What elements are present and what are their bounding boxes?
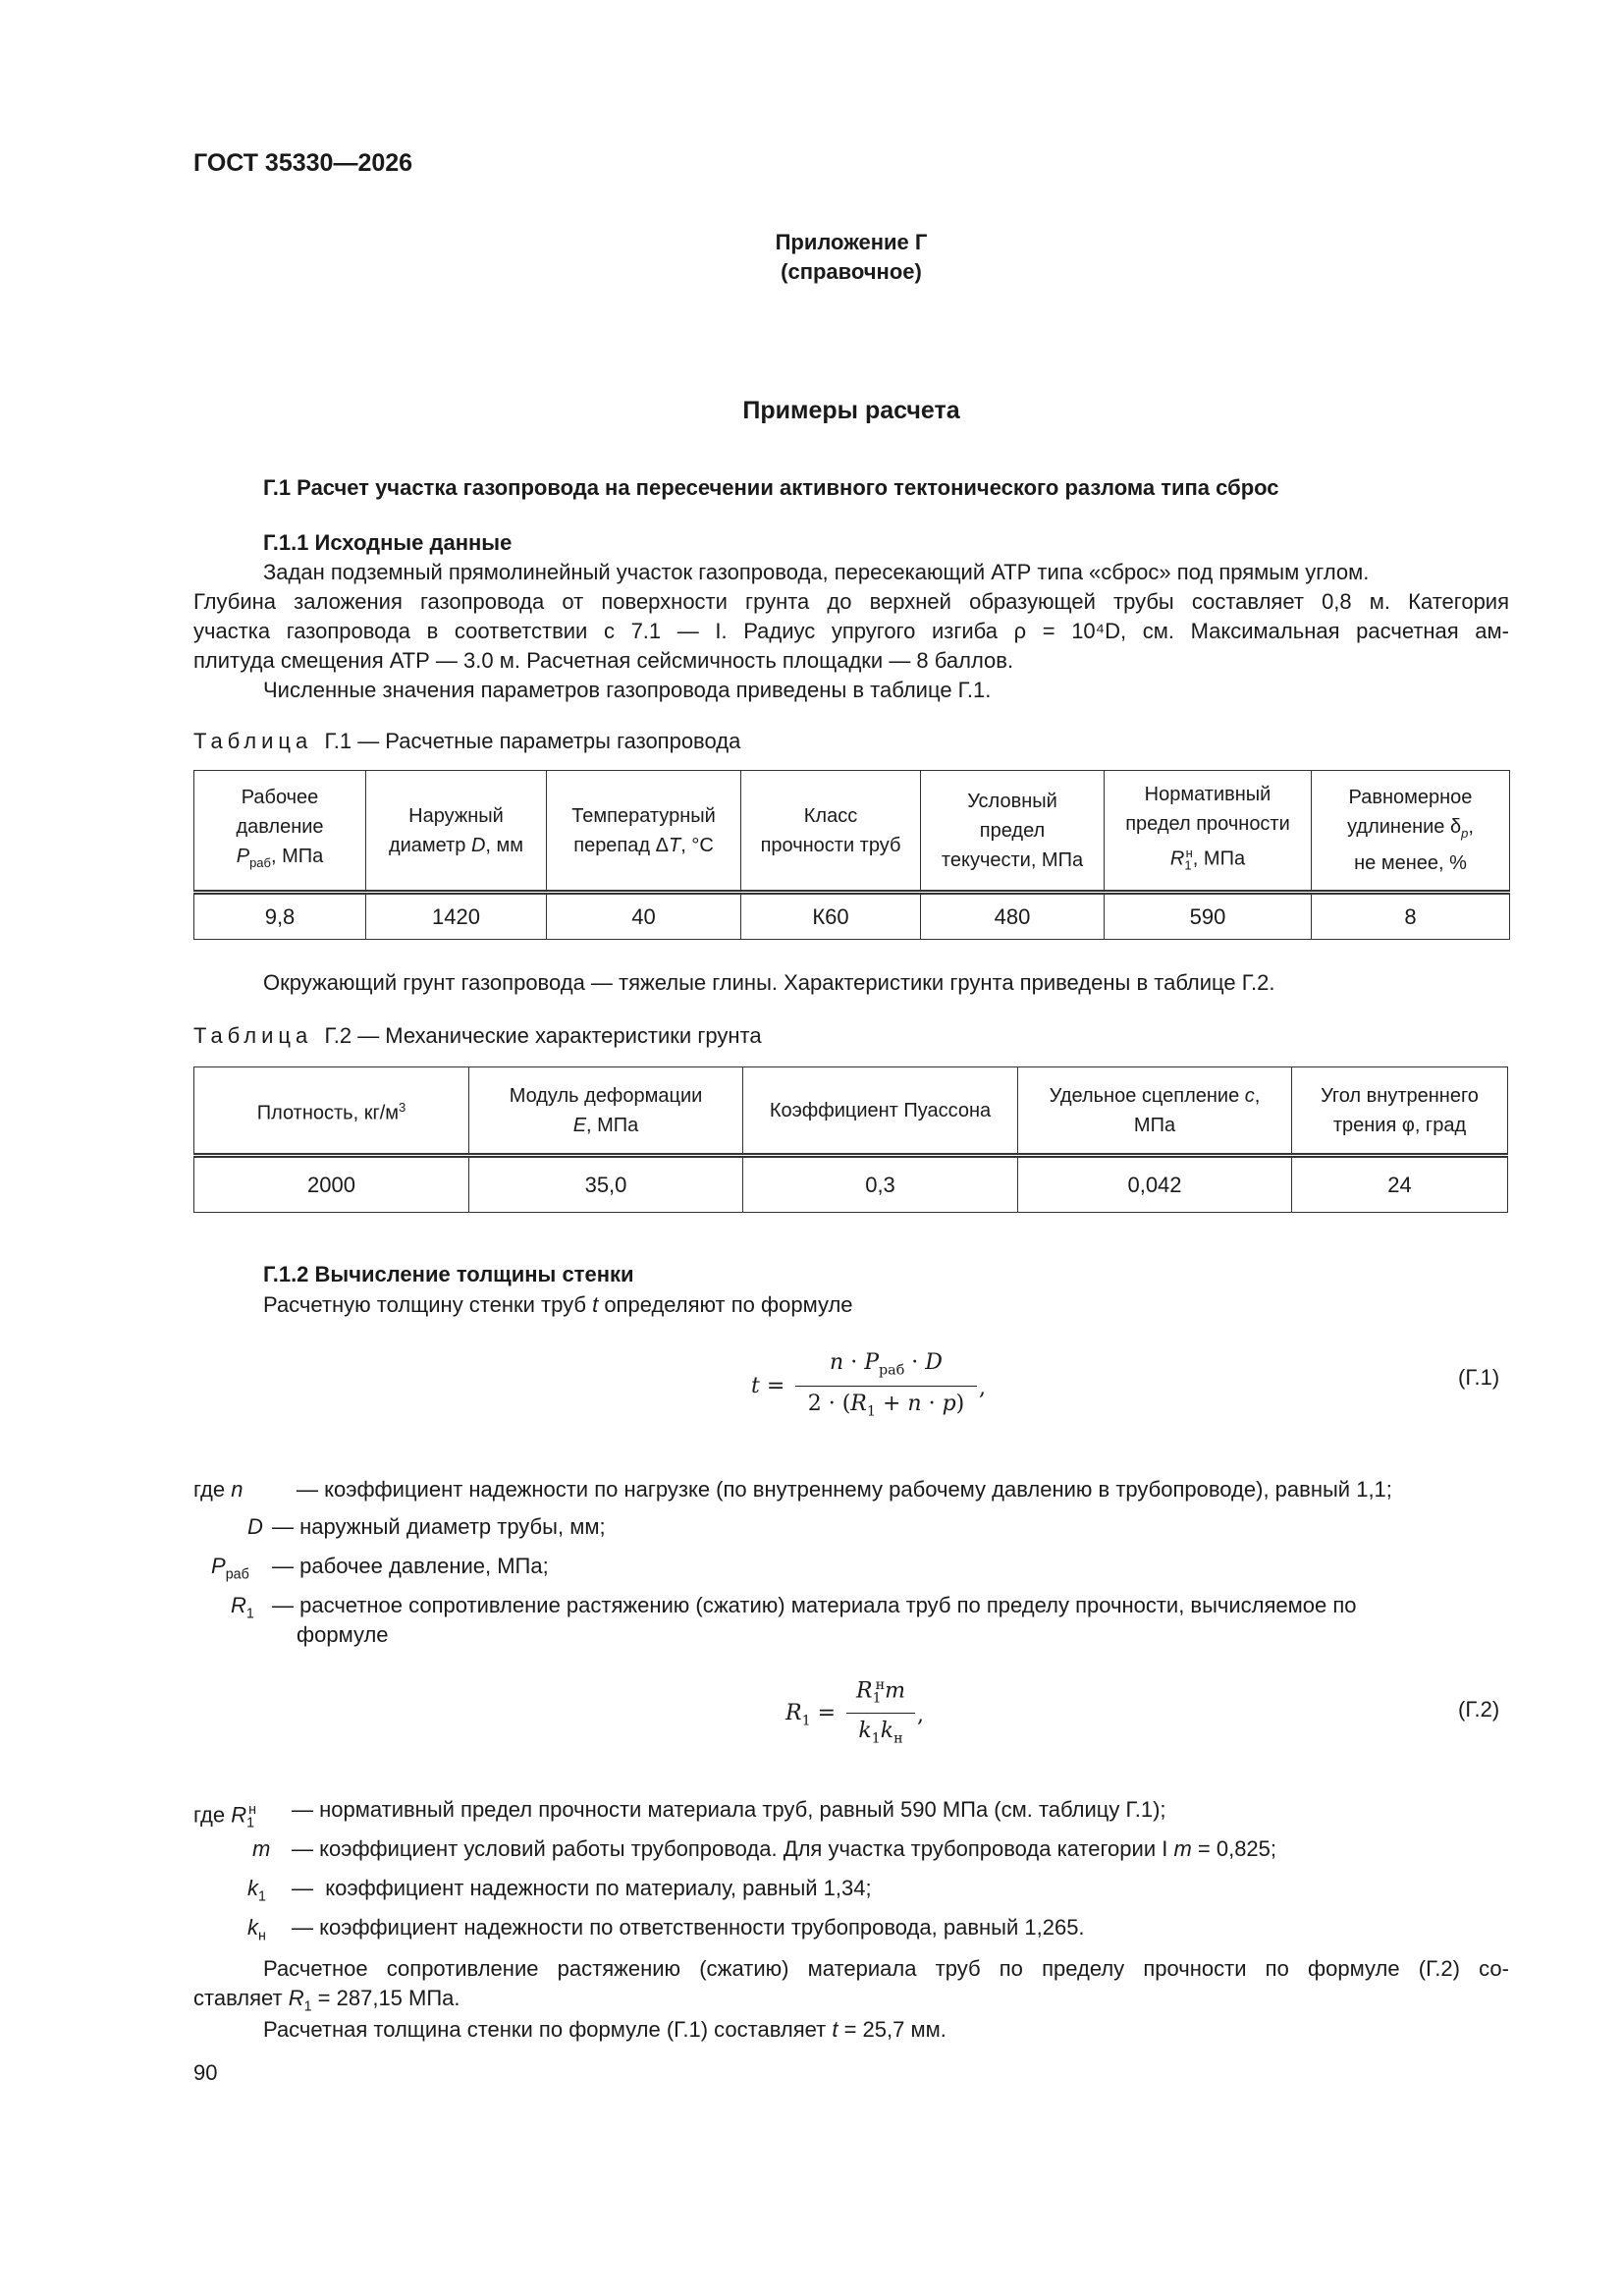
g11-line: Глубина заложения газопровода от поверхности грунта до верхней образующей трубы составляет 0,8 м. Категория	[193, 589, 1509, 614]
header-line: прочности труб	[760, 834, 901, 856]
header-line: не менее, %	[1354, 852, 1467, 874]
g12-heading: Г.1.2 Вычисление толщины стенки	[263, 1262, 634, 1286]
header-cell	[921, 771, 1105, 893]
header-cell	[1018, 1067, 1292, 1156]
header-line: $P_{раб}$, МПа	[236, 846, 324, 870]
header-line: удлинение $\delta_p$,	[1347, 816, 1474, 841]
annex-title: Приложение Г	[775, 230, 928, 254]
header-line: Угол внутреннего	[1321, 1084, 1479, 1107]
table-cell: 0,3	[743, 1156, 1018, 1213]
result-line: ставляет $R_1 = 287,15$ МПа.	[193, 1986, 460, 2015]
where-text: формуле	[297, 1622, 389, 1647]
where-list-1	[193, 1475, 1509, 1660]
where-item: D — наружный диаметр трубы, мм;	[193, 1514, 606, 1539]
header-line: Рабочее	[241, 787, 319, 808]
g11-paragraph	[193, 558, 1509, 705]
table1-caption-word: Таблица	[193, 729, 313, 753]
formula-g2: $R_1$ = $R_1^нm$ $k_1k_н$ ,	[785, 1677, 924, 1747]
result-paragraph-1	[193, 1954, 1509, 2021]
header-line: Класс	[803, 804, 858, 827]
header-line: Коэффициент Пуассона	[769, 1099, 992, 1121]
table-cell: 40	[547, 893, 741, 940]
table-header-row	[194, 1067, 1508, 1156]
header-line: давление	[236, 816, 324, 838]
header-line: Равномерное	[1348, 787, 1473, 808]
g11-line: Задан подземный прямолинейный участок газопровода, пересекающий АТР типа «сброс» под прямым углом.	[263, 560, 1370, 584]
header-cell	[366, 771, 547, 893]
g11-heading: Г.1.1 Исходные данные	[263, 530, 513, 555]
where-item: $R_1$ — расчетное сопротивление растяжению (сжатию) материала труб по пределу прочности, вычисляемое по формуле	[231, 1593, 1357, 1647]
where-text: наружный диаметр трубы, мм;	[299, 1514, 606, 1539]
result-line: Расчетное сопротивление растяжению (сжатию) материала труб по пределу прочности по формуле (Г.2) со-	[263, 1956, 1509, 1981]
header-line: Условный	[967, 790, 1057, 812]
g11-line: плитуда смещения АТР — 3.0 м. Расчетная сейсмичность площадки — 8 баллов.	[193, 648, 1014, 673]
header-line: Наружный	[408, 804, 504, 827]
annex-heading	[193, 228, 1509, 287]
g11-line: участка газопровода в соответствии с 7.1 — I. Радиус упругого изгиба ρ = 10⁴D, см. Максимальная расчетная ам-	[193, 619, 1509, 643]
header-line: E, МПа	[572, 1114, 639, 1136]
table-header-row	[194, 771, 1510, 893]
table2-caption	[193, 1023, 762, 1049]
header-line: трения φ, град	[1332, 1114, 1467, 1136]
where-list-2	[193, 1795, 1509, 1952]
table1-caption	[193, 729, 740, 754]
section-title: Примеры расчета	[742, 397, 960, 424]
header-cell	[743, 1067, 1018, 1156]
where-text: нормативный предел прочности материала труб, равный 590 МПа (см. таблицу Г.1);	[319, 1797, 1166, 1822]
header-cell	[1312, 771, 1510, 893]
header-cell	[547, 771, 741, 893]
where-text: расчетное сопротивление растяжению (сжатию) материала труб по пределу прочности, вычисляемое по	[299, 1593, 1357, 1617]
formula-g1-number: (Г.1)	[1458, 1365, 1500, 1390]
where-text: коэффициент надежности по материалу, равный 1,34;	[325, 1876, 872, 1900]
where-text: коэффициент надежности по нагрузке (по внутреннему рабочему давлению в трубопроводе), равный 1,1;	[324, 1477, 1392, 1502]
header-line: предел	[979, 819, 1046, 842]
where-text: рабочее давление, МПа;	[299, 1554, 549, 1578]
header-line: Нормативный	[1144, 784, 1271, 806]
header-line: Плотность, $кг/м^3$	[256, 1099, 406, 1124]
formula-g1: t = $n \cdot P_{раб} \cdot D$ $2 \cdot (R_1 + n \cdot p)$ ,	[751, 1350, 986, 1420]
header-cell	[469, 1067, 743, 1156]
table-row	[194, 1156, 1508, 1213]
header-line: МПа	[1133, 1114, 1176, 1136]
table2-caption-text: Г.2 — Механические характеристики грунта	[324, 1023, 762, 1048]
g12-intro: Расчетную толщину стенки труб t определяют по формуле	[263, 1292, 853, 1317]
header-line: перепад ΔT, °С	[573, 834, 714, 856]
header-line: $R_1^н$, МПа	[1169, 846, 1246, 873]
table-cell: 0,042	[1018, 1156, 1292, 1213]
header-cell	[1292, 1067, 1508, 1156]
where-item: m — коэффициент условий работы трубопровода. Для участка трубопровода категории I m = 0,825;	[252, 1836, 1277, 1861]
document-code: ГОСТ 35330—2026	[193, 149, 413, 177]
table2-caption-word: Таблица	[193, 1023, 313, 1048]
table-g2	[193, 1066, 1508, 1213]
table-cell: 35,0	[469, 1156, 743, 1213]
g1-heading: Г.1 Расчет участка газопровода на пересечении активного тектонического разлома типа сброс	[263, 475, 1279, 500]
table-row	[194, 893, 1510, 940]
header-cell	[741, 771, 921, 893]
header-line: предел прочности	[1125, 813, 1290, 836]
header-line: Температурный	[571, 804, 716, 827]
table-cell: 8	[1312, 893, 1510, 940]
result-paragraph-2: Расчетная толщина стенки по формуле (Г.1) составляет t = 25,7 мм.	[263, 2017, 947, 2042]
page-number: 90	[193, 2060, 218, 2085]
g11-line: Численные значения параметров газопровода приведены в таблице Г.1.	[263, 678, 992, 702]
annex-subtitle: (справочное)	[781, 259, 922, 284]
where-item: $k_1$ — коэффициент надежности по материалу, равный 1,34;	[247, 1876, 872, 1905]
header-line: Модуль деформации	[509, 1084, 703, 1107]
table-cell: К60	[741, 893, 921, 940]
table-cell: 2000	[194, 1156, 469, 1213]
table1-caption-text: Г.1 — Расчетные параметры газопровода	[324, 729, 741, 753]
where-item: где $R_1^н$ — нормативный предел прочности материала труб, равный 590 МПа (см. таблицу Г.1);	[193, 1797, 1166, 1831]
where-text: коэффициент надежности по ответственности трубопровода, равный 1,265.	[319, 1915, 1085, 1940]
table-cell: 9,8	[194, 893, 366, 940]
where-item: $k_н$ — коэффициент надежности по ответственности трубопровода, равный 1,265.	[247, 1915, 1085, 1944]
where-item: $P_{раб}$ — рабочее давление, МПа;	[211, 1554, 549, 1583]
table-cell: 480	[921, 893, 1105, 940]
header-cell	[194, 771, 366, 893]
table-g1	[193, 770, 1510, 940]
header-line: текучести, МПа	[941, 848, 1084, 871]
table-cell: 590	[1105, 893, 1312, 940]
table-cell: 24	[1292, 1156, 1508, 1213]
where-item: где n — коэффициент надежности по нагрузке (по внутреннему рабочему давлению в трубопроводе), равный 1,1;	[193, 1477, 1392, 1502]
table-cell: 1420	[366, 893, 547, 940]
formula-g2-number: (Г.2)	[1458, 1697, 1500, 1722]
header-line: Удельное сцепление c,	[1049, 1084, 1261, 1107]
header-cell	[1105, 771, 1312, 893]
header-line: диаметр D, мм	[388, 834, 524, 856]
soil-text: Окружающий грунт газопровода — тяжелые глины. Характеристики грунта приведены в таблице Г.2.	[263, 970, 1275, 995]
header-cell	[194, 1067, 469, 1156]
